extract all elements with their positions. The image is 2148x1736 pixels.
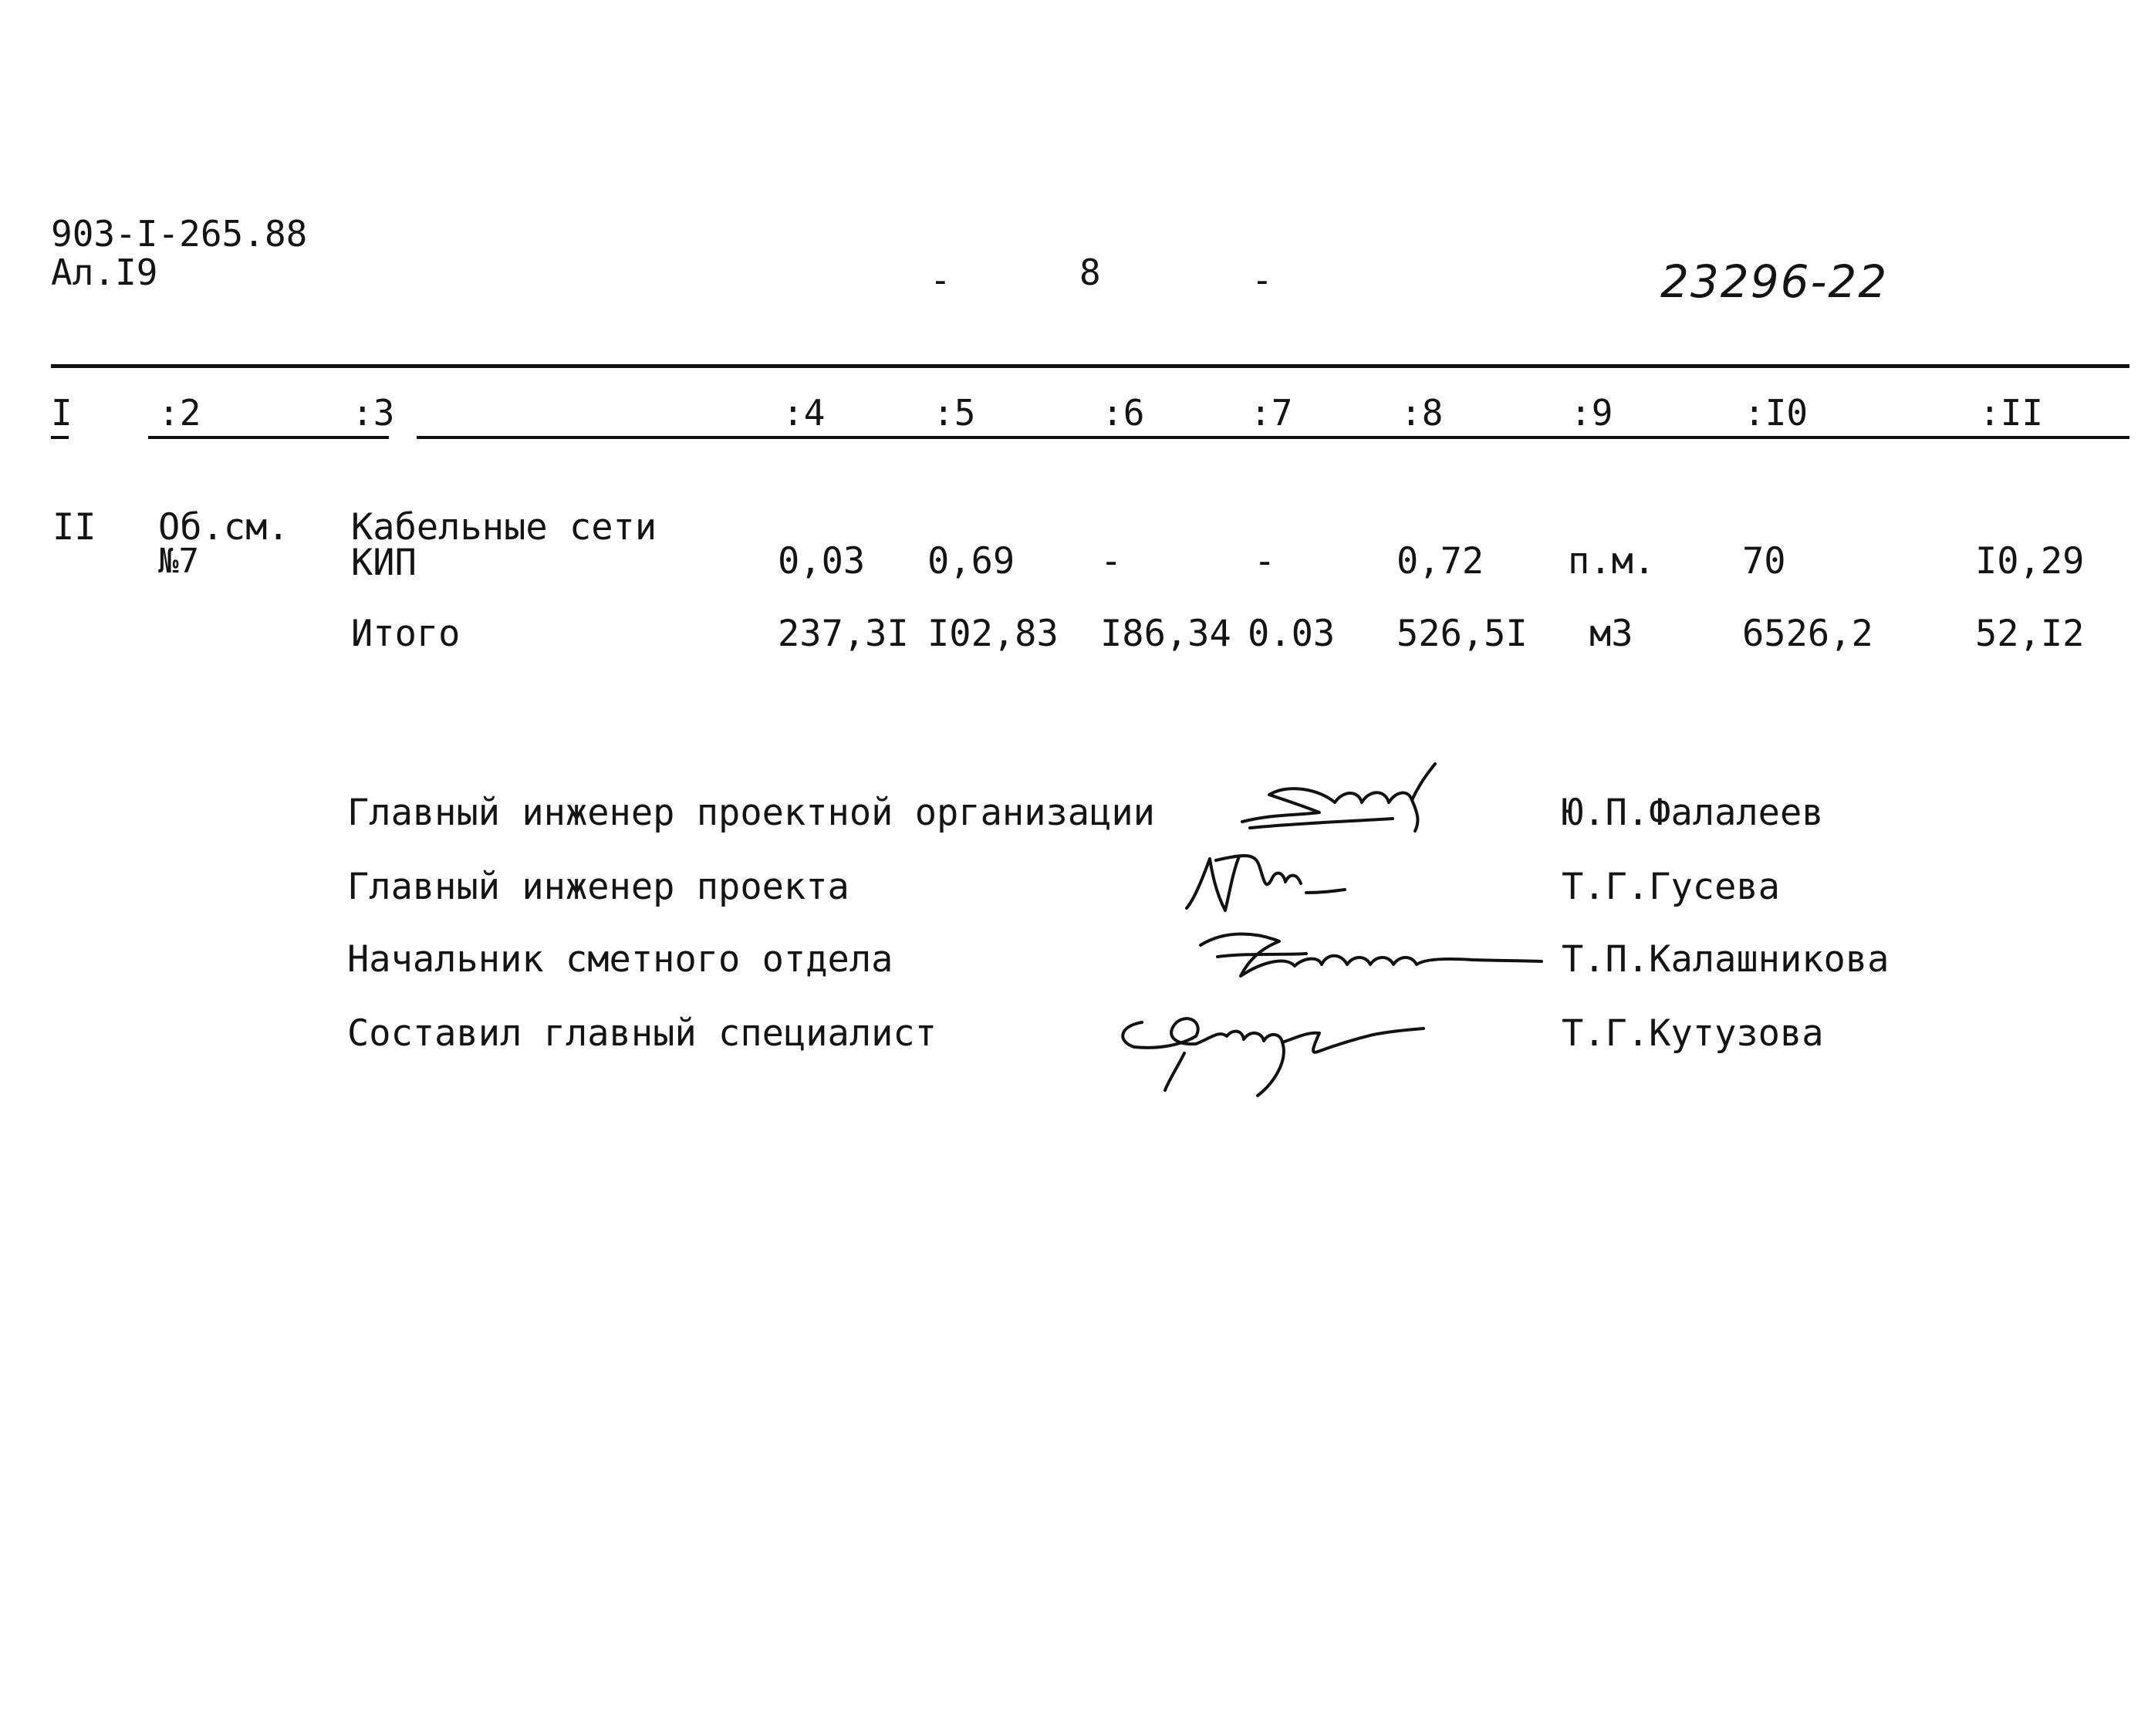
page-dash-left: - — [930, 259, 951, 301]
header-underline-2 — [148, 436, 389, 439]
row1-col3-line2: КИП — [351, 542, 417, 584]
row1-col3-line1: Кабельные сети — [351, 506, 657, 549]
column-header-11: :II — [1979, 392, 2044, 434]
handwritten-document-number: 23296-22 — [1660, 255, 1889, 308]
total-col7: 0.03 — [1248, 613, 1336, 655]
header-rule — [51, 364, 2129, 368]
document-code: 903-I-265.88 — [51, 213, 308, 255]
column-header-9: :9 — [1570, 392, 1613, 434]
sheet-label: Ал.I9 — [51, 252, 158, 293]
total-col10: 6526,2 — [1742, 613, 1873, 655]
signature-title-1: Главный инженер проектной организации — [347, 792, 1155, 834]
row1-col6: - — [1100, 540, 1123, 583]
column-header-2: :2 — [158, 392, 201, 434]
total-col6: I86,34 — [1100, 613, 1231, 655]
page-dash-right: - — [1251, 259, 1273, 301]
total-col8: 526,5I — [1397, 613, 1528, 655]
signature-title-2: Главный инженер проекта — [347, 866, 849, 908]
total-label: Итого — [351, 613, 461, 655]
total-col4: 237,3I — [778, 613, 909, 655]
row1-col11: I0,29 — [1975, 540, 2085, 583]
handwritten-signature-1 — [1227, 760, 1451, 845]
row1-col10: 70 — [1742, 540, 1786, 583]
handwritten-signature-4 — [1111, 991, 1435, 1103]
column-header-7: :7 — [1250, 392, 1293, 434]
total-col11: 52,I2 — [1975, 613, 2085, 655]
row1-col1: II — [52, 506, 96, 549]
row1-col9: п.м. — [1568, 540, 1656, 583]
column-header-3: :3 — [352, 392, 395, 434]
signature-name-4: Т.Г.Кутузова — [1562, 1012, 1824, 1055]
column-header-6: :6 — [1102, 392, 1145, 434]
total-col9: м3 — [1589, 613, 1633, 655]
column-header-4: :4 — [782, 392, 826, 434]
signature-name-2: Т.Г.Гусева — [1562, 866, 1780, 908]
row1-col7: - — [1254, 540, 1276, 583]
row1-col4: 0,03 — [778, 540, 866, 583]
signature-name-1: Ю.П.Фалалеев — [1562, 792, 1824, 834]
row1-col2-line2: №7 — [158, 542, 199, 581]
handwritten-signature-3 — [1194, 918, 1545, 995]
header-underline-rest — [417, 436, 2129, 439]
header-underline-1 — [51, 436, 69, 439]
column-header-10: :I0 — [1744, 392, 1809, 434]
total-col5: I02,83 — [927, 613, 1059, 655]
column-header-5: :5 — [933, 392, 976, 434]
row1-col8: 0,72 — [1397, 540, 1484, 583]
row1-col5: 0,69 — [927, 540, 1015, 583]
signature-name-3: Т.П.Калашникова — [1562, 938, 1890, 981]
signature-title-3: Начальник сметного отдела — [347, 938, 893, 981]
signature-title-4: Составил главный специалист — [347, 1012, 937, 1055]
handwritten-signature-2 — [1179, 837, 1364, 922]
column-header-1: I — [51, 392, 73, 434]
row1-col2-line1: Об.см. — [158, 506, 289, 549]
page-number: 8 — [1079, 252, 1101, 293]
column-header-8: :8 — [1400, 392, 1444, 434]
